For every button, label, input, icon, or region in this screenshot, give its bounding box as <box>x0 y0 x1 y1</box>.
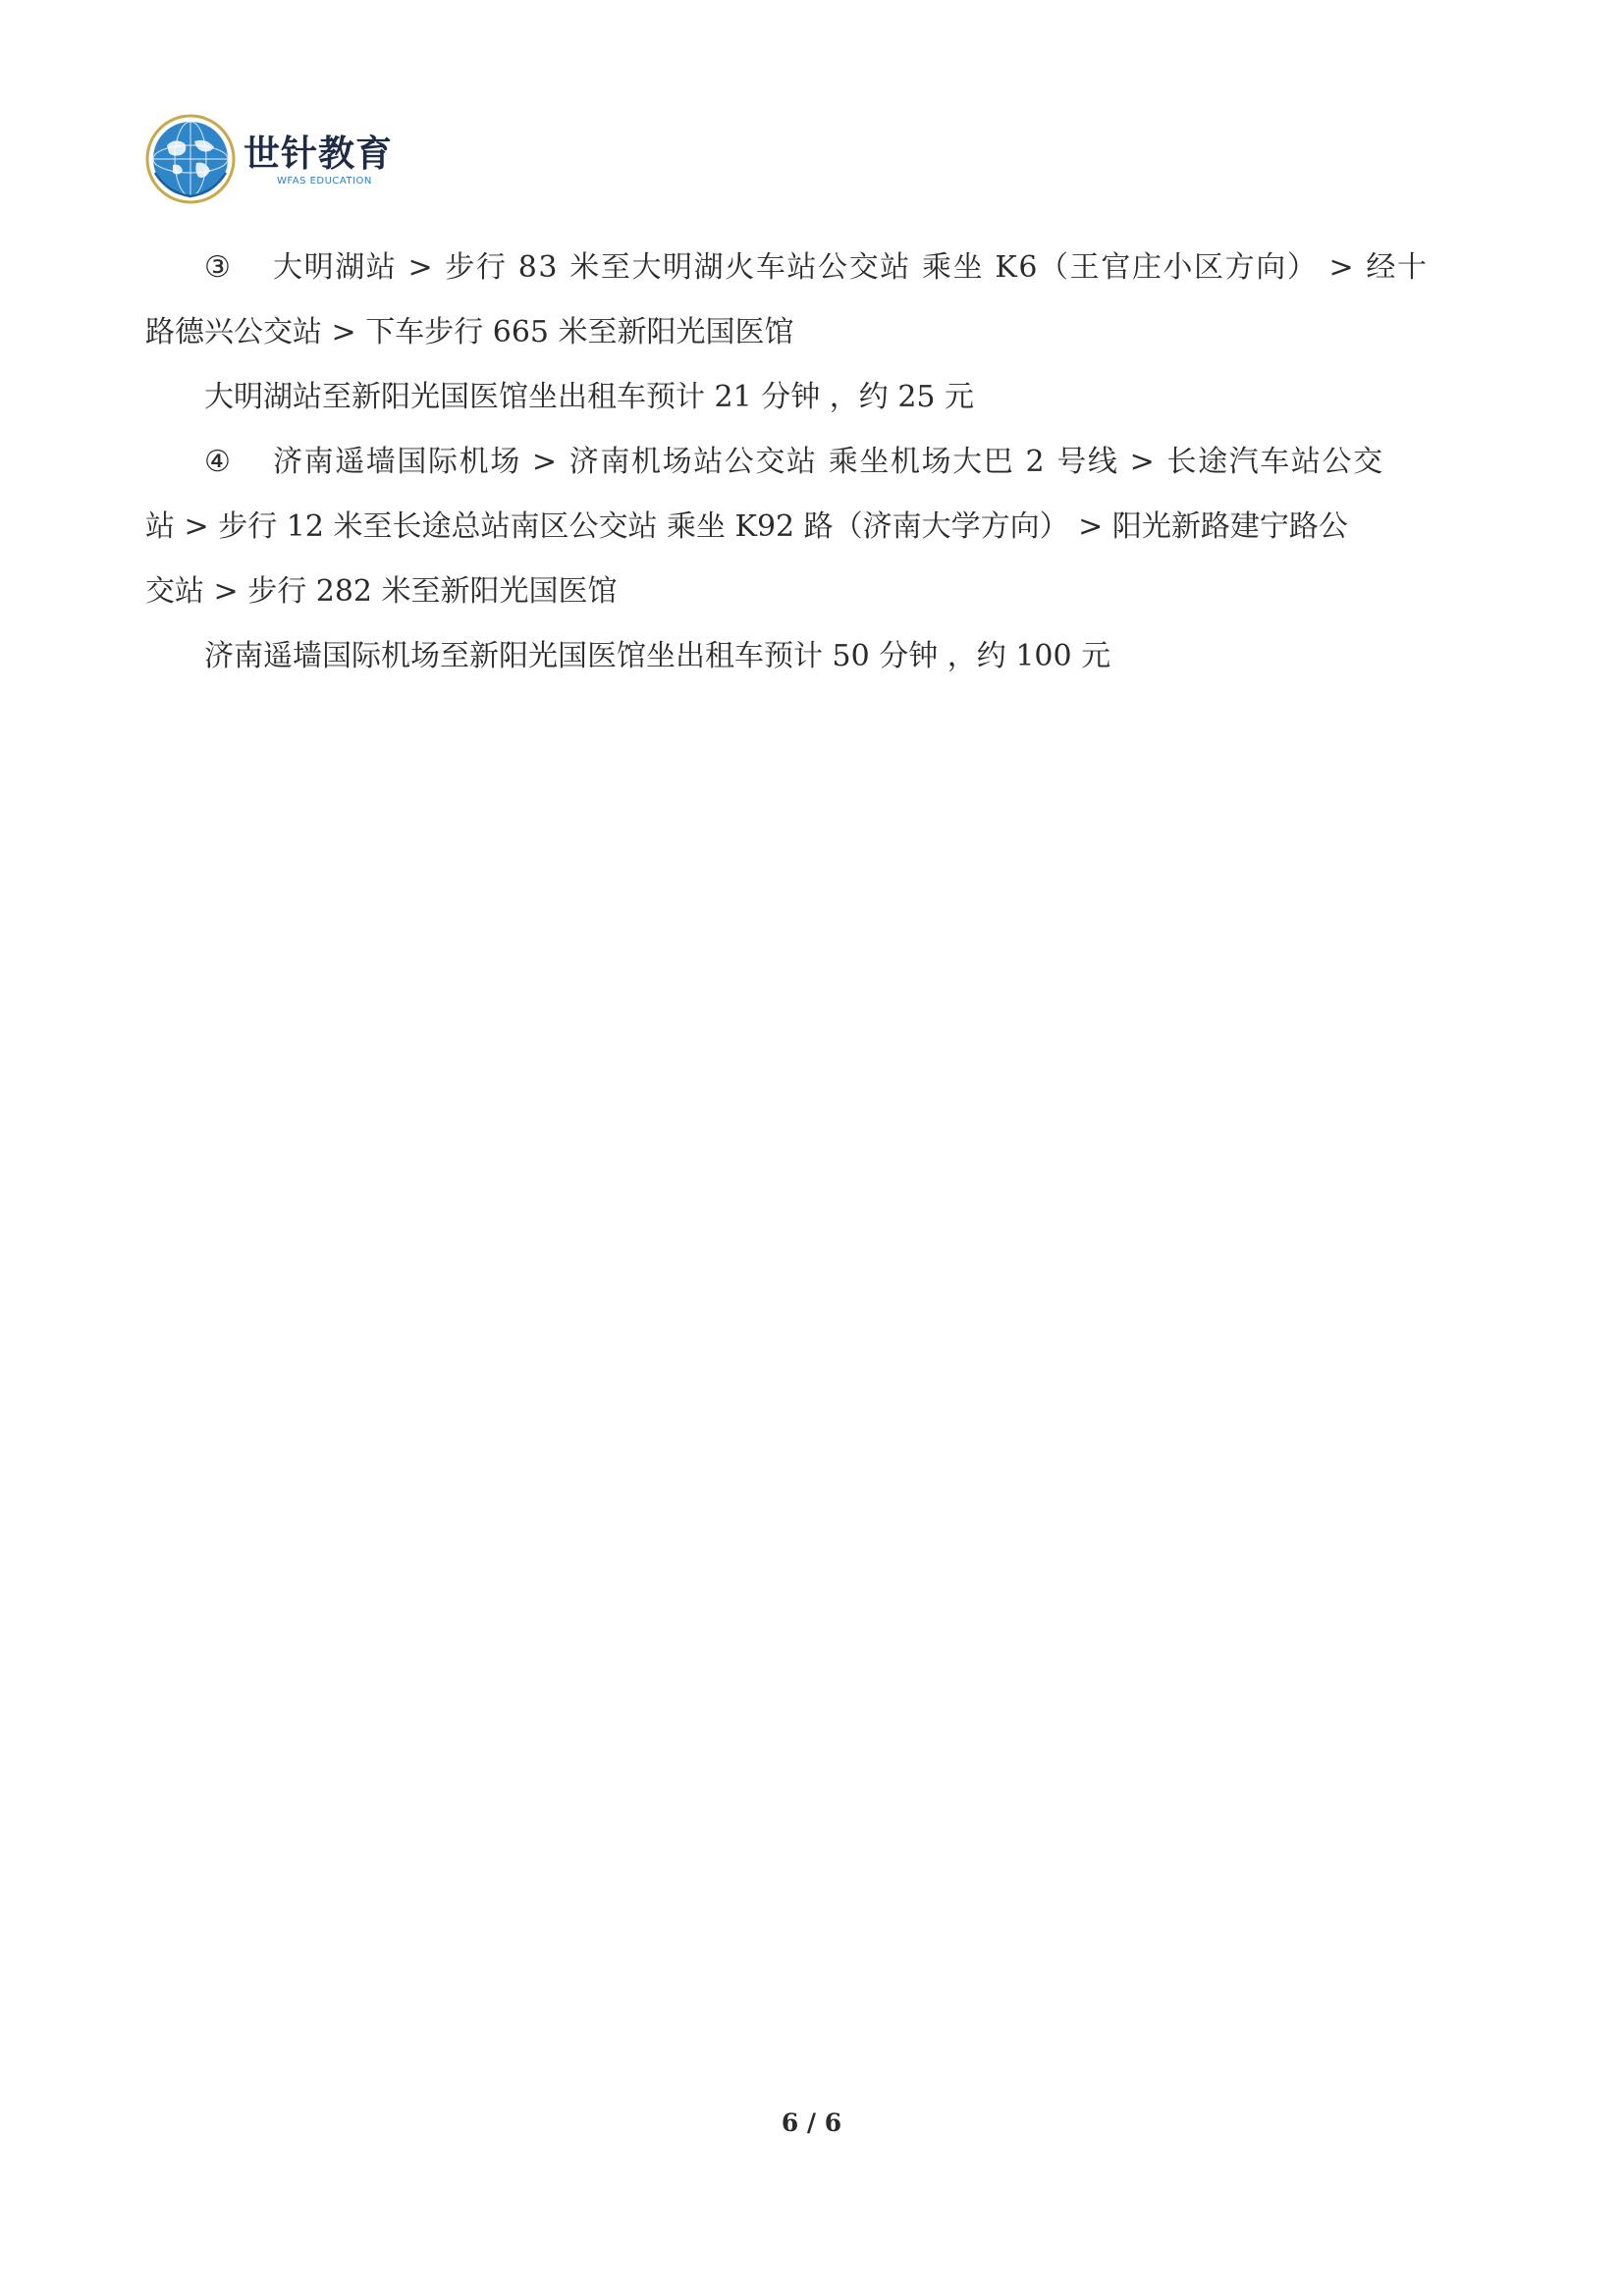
route-3-line-2: 路德兴公交站 > 下车步行 665 米至新阳光国医馆 <box>145 315 794 349</box>
route-3-line-1-text: 大明湖站 > 步行 83 米至大明湖火车站公交站 乘坐 K6（王官庄小区方向） > 经十 <box>273 250 1429 285</box>
route-3-marker: ③ <box>204 250 231 285</box>
logo-chinese-name: 世针教育 <box>243 132 393 175</box>
route-4-line-1-text: 济南遥墙国际机场 > 济南机场站公交站 乘坐机场大巴 2 号线 > 长途汽车站公交 <box>273 445 1384 479</box>
route-4-line-2: 站 > 步行 12 米至长途总站南区公交站 乘坐 K92 路（济南大学方向） > 阳光新路建宁路公 <box>145 509 1348 544</box>
route-4-taxi: 济南遥墙国际机场至新阳光国医馆坐出租车预计 50 分钟 ，约 100 元 <box>204 639 1111 673</box>
globe-logo-icon <box>145 114 236 204</box>
route-3-taxi: 大明湖站至新阳光国医馆坐出租车预计 21 分钟 ，约 25 元 <box>204 380 975 414</box>
document-body <box>145 236 1481 689</box>
route-4-line-3: 交站 > 步行 282 米至新阳光国医馆 <box>145 574 618 609</box>
route-3-line-1 <box>145 236 1481 300</box>
page-header <box>145 110 393 208</box>
page-number: 6 / 6 <box>781 2109 842 2137</box>
route-4-marker: ④ <box>204 445 231 479</box>
logo-text <box>243 133 393 187</box>
logo-english-name: WFAS EDUCATION <box>277 175 372 187</box>
route-4-line-1 <box>145 430 1481 495</box>
